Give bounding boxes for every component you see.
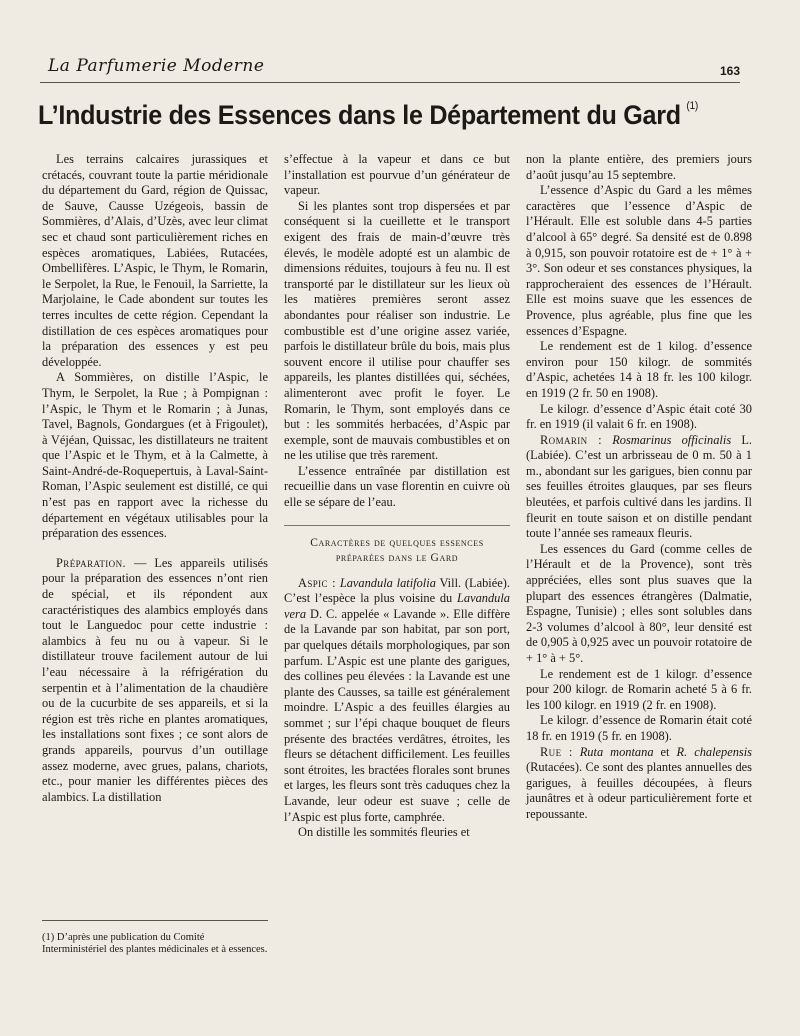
paragraph (526, 433, 752, 542)
column-3 (526, 152, 752, 823)
paragraph: L’essence d’Aspic du Gard a les mêmes caractères que l’essence d’Aspic de l’Hérault. Elle est soluble dans 4-5 parties d’alcool à 65° degré. Sa densité est de 0.898 à 0,915, son pouvoir rotatoire est de + 1° à + 3°. Son odeur et ses constances physiques, la rapprocheraient des essences de l’Hérault. Elle est moins suave que les essences de Provence, plus agréable, plus fine que les essences d’Espagne. (526, 183, 752, 338)
species-name: R. chalepensis (676, 744, 753, 759)
paragraph-lead: Préparation. (56, 555, 126, 570)
paragraph-lead: Aspic : (298, 575, 337, 590)
paragraph: Les terrains calcaires jurassiques et crétacés, couvrant toute la partie méridionale du département du Gard, région de Quissac, de Sauve, Causse Uzégeois, bassin de Sommières, d’Alais, d’Uzès, avec leur climat sec et chaud sont particulièrement riches en espèces aromatiques, Labiées, Rutacées, Ombellifères. L’Aspic, le Thym, le Romarin, le Serpolet, la Rue, le Fenouil, la Sarriette, la Marjolaine, le Cade abondent sur toutes les terres incultes de cette région. Cependant la distillation de ces espèces aromatiques pour la préparation des essences y est peu développée. (42, 152, 268, 369)
species-name: Rosmarinus officinalis (602, 432, 732, 447)
page-number: 163 (719, 64, 740, 78)
paragraph (526, 745, 752, 823)
column-1 (42, 152, 268, 805)
paragraph-text: (Rutacées). Ce sont des plantes annuelles des garigues, à feuilles découpées, à fleurs jaunâtres et à odeur particulièrement forte et repoussante. (526, 760, 752, 821)
paragraph: Le kilogr. d’essence d’Aspic était coté 30 fr. en 1919 (il valait 6 fr. en 1908). (526, 401, 752, 432)
section-heading-line: Caractères de quelques essences (310, 536, 484, 549)
paragraph: Si les plantes sont trop dispersées et par conséquent si la cueillette et le transport exigent des frais de main-d’œuvre très élevés, le modèle adopté est un alambic de dimensions réduites, toujours à feu nu. Il est transporté par le distillateur sur les lieux où les matières premières seront assez abondantes pour réaliser son industrie. Le combustible est d’une origine assez variée, parfois le distillateur brûle du bois, mais plus souvent encore il utilise pour chauffer ses appareils, les plantes distillées qui, séchées, alimenteront avec profit le foyer. Le Romarin, le Thym, sont employés dans ce but : les sommités herbacées, d’Aspic par exemple, sont de mauvais combustibles et on ne les utilise que très rarement. (284, 198, 510, 463)
section-heading (284, 525, 510, 566)
paragraph: Les essences du Gard (comme celles de l’Hérault et de la Provence), sont très appréciées, elles sont plus suaves que la plupart des essences étrangères (Dalmatie, Espagne, Tunisie) ; elles sont solubles dans 2-3 volumes d’alcool à 80°, leur densité est de 0,905 à 0,925 avec un pouvoir rotatoire de + 1° à + 5°. (526, 541, 752, 665)
paragraph: s’effectue à la vapeur et dans ce but l’installation est pourvue d’un générateur de vapeur. (284, 152, 510, 198)
paragraph: On distille les sommités fleuries et (298, 825, 470, 840)
paragraph-text: L. (Labiée). C’est un arbrisseau de 0 m. 50 à 1 m., abondant sur les garigues, bien connu par ses feuilles étroites glauques, par ses fleurs bleutées, et parfois cultivé dans les jardins. Il fleurit en toute saison et on distille pendant toute l’année ses rameaux fleuris. (526, 432, 753, 541)
paragraph (284, 576, 510, 826)
footnote: (1) D’après une publication du Comité Interministériel des plantes médicinales et à essences. (42, 932, 268, 955)
species-name: Ruta montana (572, 744, 654, 759)
footnote-divider (42, 920, 268, 921)
article-title-text: L’Industrie des Essences dans le Département du Gard (38, 100, 681, 130)
paragraph-text: — Les appareils utilisés pour la préparation des essences n’ont rien de spécial, et ils répondent aux caractéristiques des alambics employés dans tout le Languedoc pour cette industrie : alambics à feu nu ou à vapeur. Si le distillateur trouve facilement autour de lui l’eau nécessaire à la réfrigération du serpentin et à l’alimentation de la chaudière ou de la cucurbite de ses appareils, et si la région est très riche en plantes aromatiques, les installations sont fixes ; ce sont alors de grands appareils, pourvus d’un outillage assez moderne, avec grues, palans, chariots, etc., pour manier les différentes pièces des alambics. La distillation (42, 555, 268, 804)
running-head (40, 56, 740, 83)
paragraph-text: A Sommières, on distille l’Aspic, le Thym, le Serpolet, la Rue ; à Pompignan : l’Aspic, le Thym et le Romarin ; à Junas, Tavel, Bagnols, Gondargues (et à Frigoulet), à Véjéan, Quissac, les distillateurs ne traitent que l’Aspic et le Thym, et à la Calmette, à Saint-André-de-Roquepertuis, à Laval-Saint-Roman, l’Aspic seulement est distillé, ce qui n’est pas en rapport avec la richesse du département en végétaux utilisables pour la préparation des essences. (42, 370, 268, 541)
paragraph: Le rendement est de 1 kilog. d’essence environ pour 150 kilogr. de sommités d’Aspic, achetées 14 à 18 fr. les 100 kilogr. en 1919 (2 fr. 50 en 1908). (526, 339, 752, 400)
paragraph: non la plante entière, des premiers jours d’août jusqu’au 15 septembre. (526, 152, 752, 182)
section-heading-line: préparées dans le Gard (335, 551, 459, 564)
species-name: Lavandula latifolia (336, 575, 436, 590)
paragraph-lead: Romarin : (540, 432, 602, 447)
journal-title: La Parfumerie Moderne (48, 56, 265, 76)
article-title (38, 100, 699, 131)
paragraph: L’essence entraînée par distillation est recueillie dans un vase florentin en cuivre où elle se sépare de l’eau. (284, 463, 510, 510)
species-name: Lavandula vera (284, 591, 510, 621)
paragraph (42, 556, 268, 806)
paragraph: Le kilogr. d’essence de Romarin était coté 18 fr. en 1919 (5 fr. en 1908). (526, 713, 752, 743)
paragraph-text: Vill. (Labiée). C’est l’espèce la plus voisine du (284, 575, 510, 606)
column-2 (284, 152, 510, 841)
paragraph-text: D. C. appelée « Lavande ». Elle diffère de la Lavande par son habitat, par son port, par quelques détails morphologiques, par son parfum. L’Aspic est une plante des garigues, des collines peu élevées : la Lavande est une plante des Causses, sa taille est généralement moindre. L’Aspic a des feuilles élargies au sommet ; sur l’épi chaque bouquet de fleurs présente des bractées verdâtres, étroites, les fleurs se détachent difficilement. Les feuilles sont étroites, les bractées florales sont brunes et larges, les fleurs sont très caduques chez la Lavande, leur odeur est suave ; celle de l’Aspic est plus forte, camphrée. (284, 606, 510, 824)
paragraph: Le rendement est de 1 kilogr. d’essence pour 200 kilogr. de Romarin acheté 5 à 6 fr. les 100 kilogr. en 1919 (2 fr. en 1908). (526, 666, 752, 712)
paragraph-lead: Rue : (540, 744, 573, 759)
paragraph-text: et (653, 744, 677, 759)
title-footnote-marker: (1) (686, 100, 699, 112)
paragraph (42, 370, 268, 542)
